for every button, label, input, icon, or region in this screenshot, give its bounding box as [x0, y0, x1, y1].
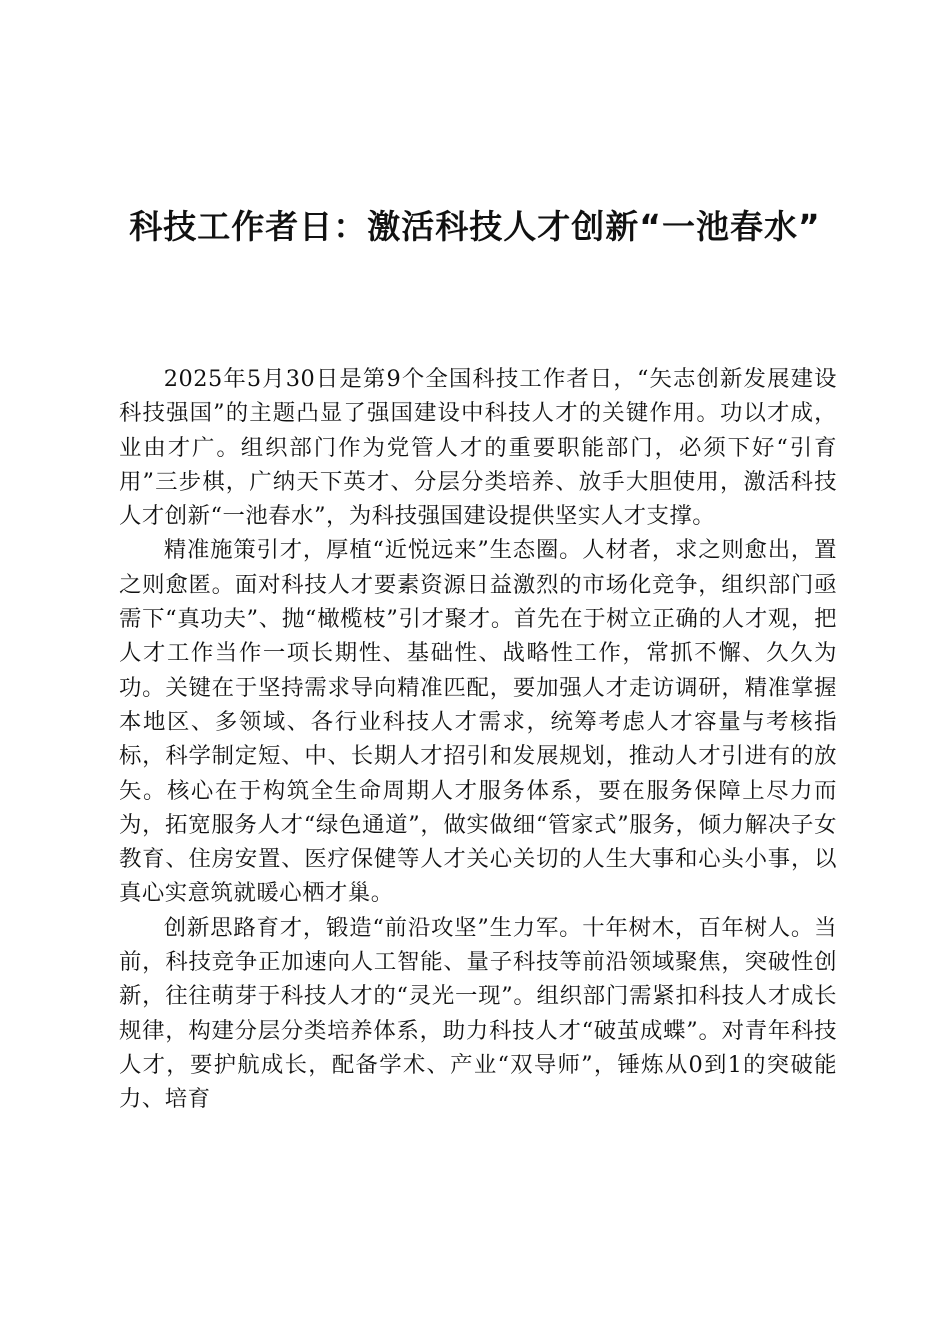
paragraph-talent-cultivation: 创新思路育才，锻造“前沿攻坚”生力军。十年树木，百年树人。当前，科技竞争正加速向人工智能、量子科技等前沿领域聚焦，突破性创新，往往萌芽于科技人才的“灵光一现”。组织部门需紧扣科技人才成长规律，构建分层分类培养体系，助力科技人才“破茧成蝶”。对青年科技人才，要护航成长，配备学术、产业“双导师”，锤炼从0到1的突破能力、培育: [119, 914, 837, 1113]
document-body: [119, 362, 837, 1117]
paragraph-talent-attraction: 精准施策引才，厚植“近悦远来”生态圈。人材者，求之则愈出，置之则愈匿。面对科技人才要素资源日益激烈的市场化竞争，组织部门亟需下“真功夫”、抛“橄榄枝”引才聚才。首先在于树立正确的人才观，把人才工作当作一项长期性、基础性、战略性工作，常抓不懈、久久为功。关键在于坚持需求导向精准匹配，要加强人才走访调研，精准掌握本地区、多领域、各行业科技人才需求，统筹考虑人才容量与考核指标，科学制定短、中、长期人才招引和发展规划，推动人才引进有的放矢。核心在于构筑全生命周期人才服务体系，要在服务保障上尽力而为，拓宽服务人才“绿色通道”，做实做细“管家式”服务，倾力解决子女教育、住房安置、医疗保健等人才关心关切的人生大事和心头小事，以真心实意筑就暖心栖才巢。: [119, 537, 837, 907]
paragraph-intro: 2025年5月30日是第9个全国科技工作者日，“矢志创新发展建设科技强国”的主题凸显了强国建设中科技人才的关键作用。功以才成，业由才广。组织部门作为党管人才的重要职能部门，必须下好“引育用”三步棋，广纳天下英才、分层分类培养、放手大胆使用，激活科技人才创新“一池春水”，为科技强国建设提供坚实人才支撑。: [119, 366, 837, 530]
document-title: 科技工作者日：激活科技人才创新“一池春水”: [129, 207, 821, 246]
